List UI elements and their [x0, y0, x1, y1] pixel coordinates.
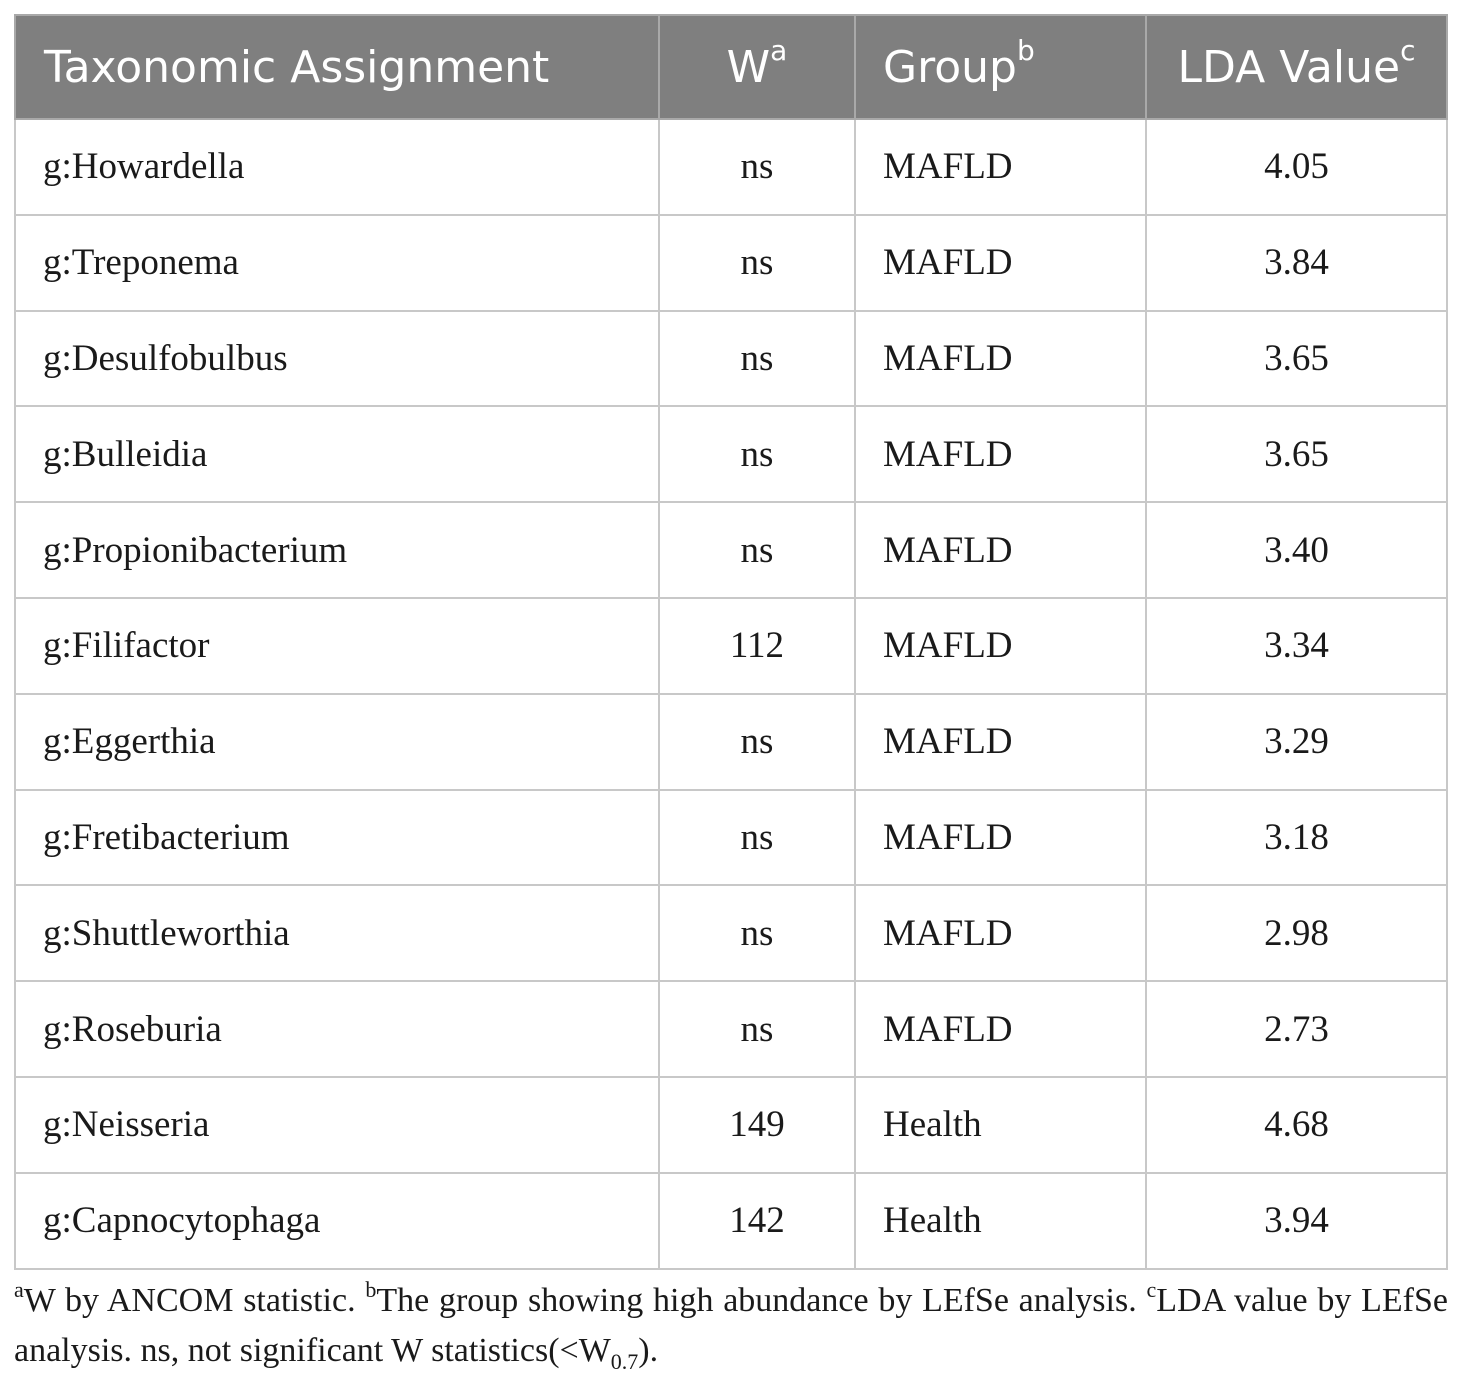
table-body	[15, 119, 1447, 1269]
cell-taxon: g:Eggerthia	[15, 694, 659, 790]
cell-taxon: g:Howardella	[15, 119, 659, 215]
taxonomy-lda-table	[14, 14, 1448, 1270]
table-row	[15, 598, 1447, 694]
cell-w: 149	[659, 1077, 855, 1173]
cell-taxon: g:Filifactor	[15, 598, 659, 694]
cell-w: ns	[659, 694, 855, 790]
cell-group: Health	[855, 1173, 1146, 1269]
table-footnote	[14, 1276, 1448, 1376]
cell-lda: 2.98	[1146, 885, 1447, 981]
cell-group: MAFLD	[855, 598, 1146, 694]
header-label: Taxonomic Assignment	[44, 41, 550, 93]
cell-lda: 3.65	[1146, 311, 1447, 407]
cell-taxon: g:Desulfobulbus	[15, 311, 659, 407]
cell-lda: 3.18	[1146, 790, 1447, 886]
table-header	[15, 15, 1447, 119]
cell-group: MAFLD	[855, 790, 1146, 886]
header-row	[15, 15, 1447, 119]
cell-w: ns	[659, 790, 855, 886]
header-label: Group	[883, 41, 1017, 93]
cell-lda: 3.65	[1146, 406, 1447, 502]
header-footnote-mark: c	[1400, 33, 1416, 67]
data-table-container	[14, 14, 1446, 1270]
table-row	[15, 885, 1447, 981]
footnote-mark-c: c	[1146, 1277, 1157, 1302]
cell-lda: 3.84	[1146, 215, 1447, 311]
cell-group: MAFLD	[855, 215, 1146, 311]
cell-taxon: g:Propionibacterium	[15, 502, 659, 598]
footnote-mark-b: b	[365, 1277, 377, 1302]
table-row	[15, 1077, 1447, 1173]
cell-w: 112	[659, 598, 855, 694]
cell-w: ns	[659, 502, 855, 598]
header-footnote-mark: b	[1016, 33, 1035, 67]
cell-group: MAFLD	[855, 694, 1146, 790]
cell-w: ns	[659, 406, 855, 502]
footnote-end: ).	[638, 1332, 659, 1369]
cell-lda: 3.29	[1146, 694, 1447, 790]
cell-lda: 3.34	[1146, 598, 1447, 694]
cell-w: 142	[659, 1173, 855, 1269]
cell-group: MAFLD	[855, 406, 1146, 502]
cell-lda: 4.68	[1146, 1077, 1447, 1173]
header-group	[855, 15, 1146, 119]
table-row	[15, 406, 1447, 502]
cell-group: MAFLD	[855, 981, 1146, 1077]
table-row	[15, 311, 1447, 407]
footnote-mark-a: a	[14, 1277, 24, 1302]
cell-w: ns	[659, 119, 855, 215]
cell-taxon: g:Treponema	[15, 215, 659, 311]
table-row	[15, 215, 1447, 311]
table-row	[15, 694, 1447, 790]
footnote-subscript: 0.7	[610, 1349, 639, 1374]
cell-w: ns	[659, 215, 855, 311]
cell-taxon: g:Roseburia	[15, 981, 659, 1077]
header-w	[659, 15, 855, 119]
cell-taxon: g:Shuttleworthia	[15, 885, 659, 981]
cell-taxon: g:Capnocytophaga	[15, 1173, 659, 1269]
table-row	[15, 790, 1447, 886]
cell-w: ns	[659, 981, 855, 1077]
footnote-b-text: The group showing high abundance by LEfSe analysis.	[376, 1282, 1147, 1319]
cell-lda: 3.40	[1146, 502, 1447, 598]
table-row	[15, 502, 1447, 598]
cell-w: ns	[659, 885, 855, 981]
cell-taxon: g:Neisseria	[15, 1077, 659, 1173]
cell-taxon: g:Bulleidia	[15, 406, 659, 502]
footnote-a-text: W by ANCOM statistic.	[23, 1282, 366, 1319]
cell-group: MAFLD	[855, 502, 1146, 598]
cell-lda: 4.05	[1146, 119, 1447, 215]
cell-group: Health	[855, 1077, 1146, 1173]
cell-lda: 3.94	[1146, 1173, 1447, 1269]
footnote-c-text: LDA value by LEfSe analysis. ns, not significant W statistics(<W	[14, 1282, 1448, 1369]
cell-group: MAFLD	[855, 311, 1146, 407]
header-taxonomic-assignment	[15, 15, 659, 119]
header-lda-value	[1146, 15, 1447, 119]
cell-group: MAFLD	[855, 119, 1146, 215]
header-label: W	[726, 41, 771, 93]
cell-group: MAFLD	[855, 885, 1146, 981]
cell-w: ns	[659, 311, 855, 407]
header-label: LDA Value	[1177, 41, 1401, 93]
cell-lda: 2.73	[1146, 981, 1447, 1077]
cell-taxon: g:Fretibacterium	[15, 790, 659, 886]
table-row	[15, 1173, 1447, 1269]
table-row	[15, 981, 1447, 1077]
table-row	[15, 119, 1447, 215]
header-footnote-mark: a	[770, 33, 788, 67]
